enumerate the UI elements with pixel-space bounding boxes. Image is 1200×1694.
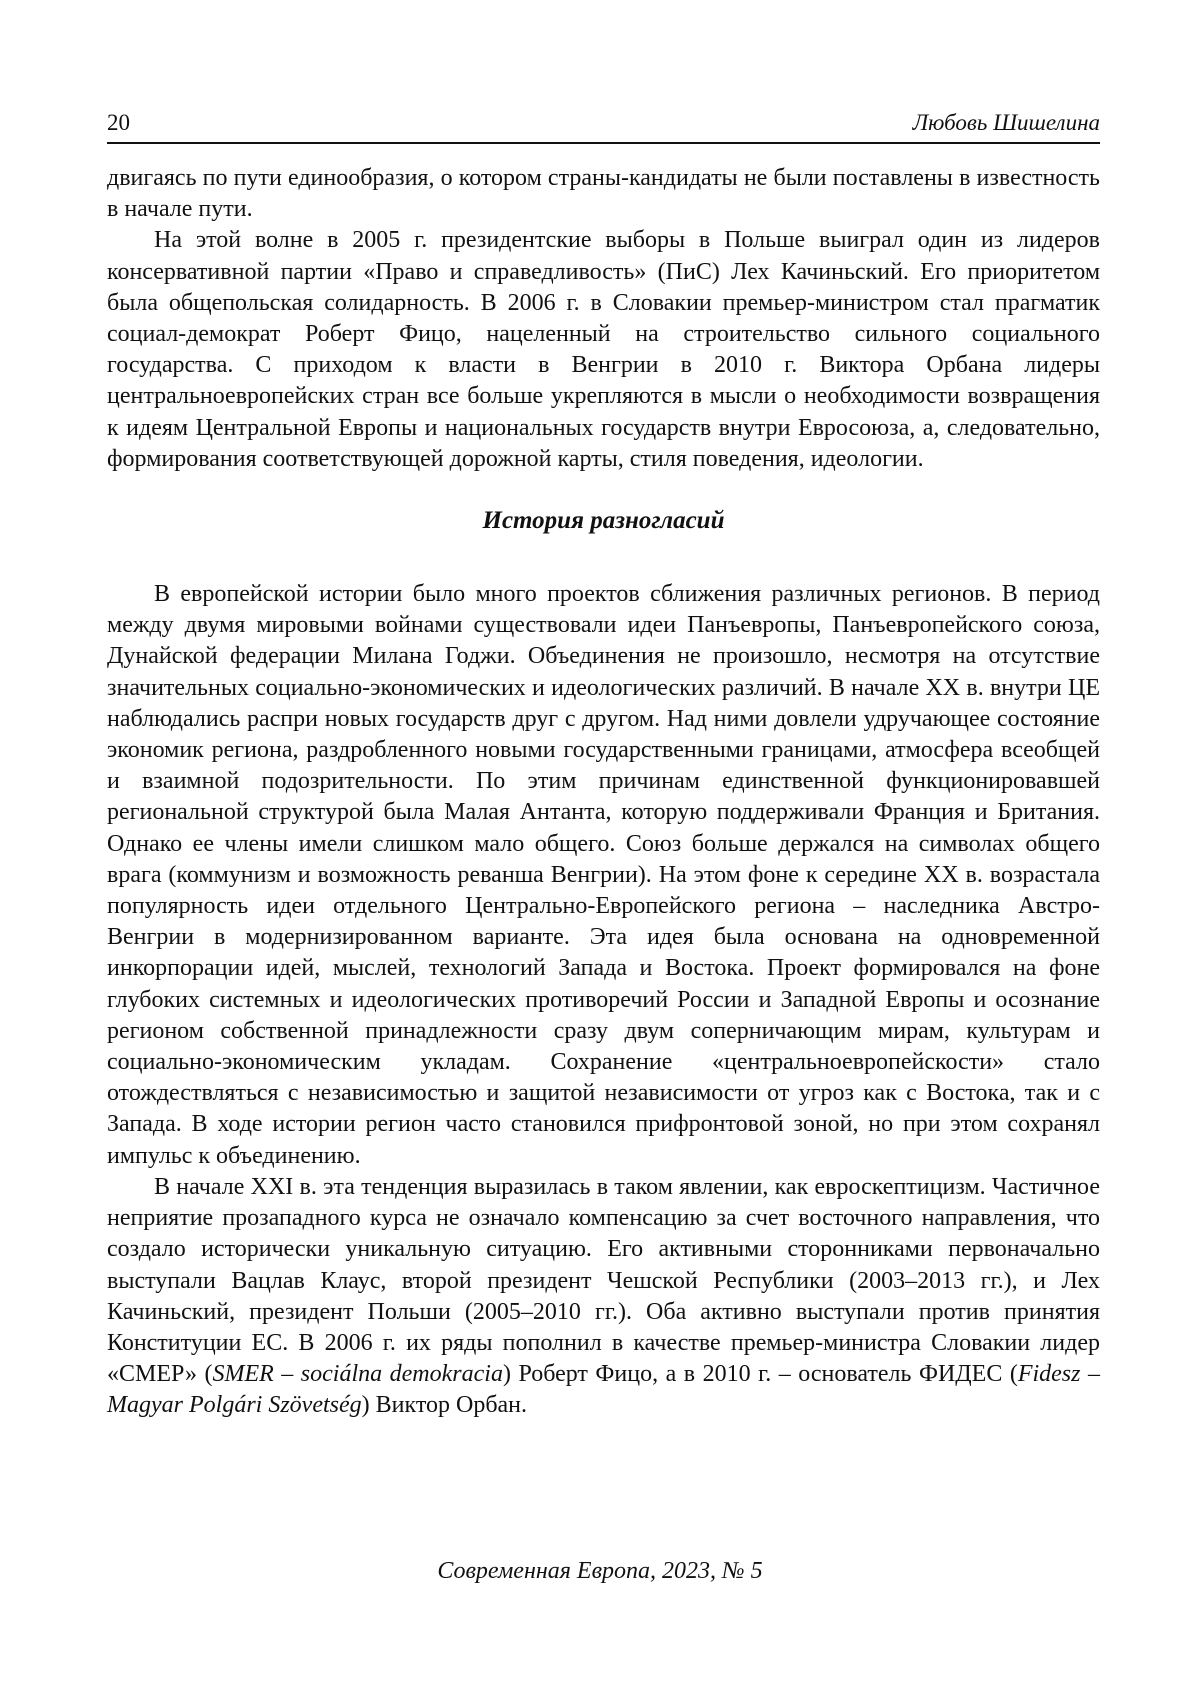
running-header-author: Любовь Шишелина bbox=[912, 110, 1100, 135]
article-body bbox=[107, 163, 1100, 1422]
paragraph-continuation: двигаясь по пути единообразия, о котором страны-кандидаты не были поставлены в известность в начале пути. bbox=[107, 165, 1100, 223]
paragraph bbox=[107, 1172, 1100, 1422]
party-name-italic: Fidesz – Magyar Polgári Szövetség bbox=[107, 1361, 1100, 1419]
page-header bbox=[107, 104, 1100, 144]
party-name-italic: SMER – sociálna demokracia bbox=[212, 1361, 503, 1388]
section-heading: История разногласий bbox=[482, 507, 725, 535]
journal-footer: Современная Европа, 2023, № 5 bbox=[437, 1558, 763, 1584]
paragraph-text: ) Виктор Орбан. bbox=[361, 1392, 528, 1419]
paragraph-text: В начале XXI в. эта тенденция выразилась в таком явлении, как евроскептицизм. Частичное неприятие прозападного курса не означало компенсацию за счет восточного направления, что создало исторически уникальную ситуацию. Его активными сторонниками первоначально выступали Вацлав Клаус, второй президент Чешской Республики (2003–2013 гг.), и Лех Качиньский, президент Польши (2005–2010 гг.). Оба активно выступали против принятия Конституции ЕС. В 2006 г. их ряды пополнил в качестве премьер-министра Словакии лидер «СМЕР» ( bbox=[107, 1173, 1100, 1388]
paragraph: На этой волне в 2005 г. президентские выборы в Польше выиграл один из лидеров консервативной партии «Право и справедливость» (ПиС) Лех Качиньский. Его приоритетом была общепольская солидарность. В 2006 г. в Словакии премьер-министром стал прагматик социал-демократ Роберт Фицо, нацеленный на строительство сильного социального государства. С приходом к власти в Венгрии в 2010 г. Виктора Орбана лидеры центральноевропейских стран все больше укрепляются в мысли о необходимости возвращения к идеям Центральной Европы и национальных государств внутри Евросоюза, а, следовательно, формирования соответствующей дорожной карты, стиля поведения, идеологии. bbox=[107, 227, 1100, 472]
paragraph: В европейской истории было много проектов сближения различных регионов. В период между двумя мировыми войнами существовали идеи Панъевропы, Панъевропейского союза, Дунайской федерации Милана Годжи. Объединения не произошло, несмотря на отсутствие значительных социально-экономических и идеологических различий. В начале ХХ в. внутри ЦЕ наблюдались распри новых государств друг с другом. Над ними довлели удручающее состояние экономик региона, раздробленного новыми государственными границами, атмосфера всеобщей и взаимной подозрительности. По этим причинам единственной функционировавшей региональной структурой была Малая Антанта, которую поддерживали Франция и Британия. Однако ее члены имели слишком мало общего. Союз больше держался на символах общего врага (коммунизм и возможность реванша Венгрии). На этом фоне к середине ХХ в. возрастала популярность идеи отдельного Центрально-Европейского региона – наследника Австро-Венгрии в модернизированном варианте. Эта идея была основана на одновременной инкорпорации идей, мыслей, технологий Запада и Востока. Проект формировался на фоне глубоких системных и идеологических противоречий России и Западной Европы и осознание регионом собственной принадлежности сразу двум соперничающим мирам, культурам и социально-экономическим укладам. Сохранение «центральноевропейскости» стало отождествляться с независимостью и защитой независимости от угроз как с Востока, так и с Запада. В ходе истории регион часто становился прифронтовой зоной, но при этом сохранял импульс к объединению. bbox=[107, 581, 1100, 1169]
page-number: 20 bbox=[107, 110, 130, 135]
paragraph-text: ) Роберт Фицо, а в 2010 г. – основатель ФИДЕС ( bbox=[502, 1361, 1018, 1388]
